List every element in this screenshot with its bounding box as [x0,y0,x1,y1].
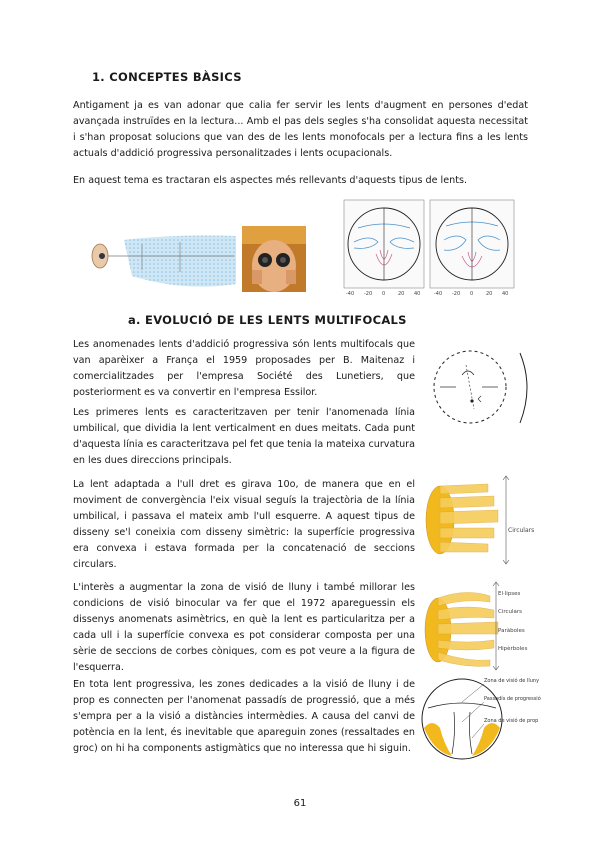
contour-tick-label: -40 [434,291,443,297]
contour-tick-label: -20 [364,291,373,297]
paragraph-2: Les primeres lents es caracteritzaven per tenir l'anomenada línia umbilical, que dividia la lent verticalment en dues meitats. Cada punt d'aquesta línia es caracteritzava pel fet que tenia la mateixa curvatura en les dues direccions principals. [73,407,415,466]
zone-label-near: Zona de visió de prop [484,718,539,724]
conic-label-parabolas: Paràboles [498,628,525,634]
section-title: 1. CONCEPTES BÀSICS [92,70,242,84]
contour-tick-label: 20 [398,291,405,297]
eye-magnifier-illustration [84,226,239,292]
contour-tick-label: 0 [382,291,386,297]
umbilical-line-lens-diagram [422,345,530,429]
binoculars-photo [242,226,306,292]
paragraph-3: La lent adaptada a l'ull dret es girava 10o, de manera que en el moviment de convergència l'eix visual seguís la trajectòria de la línia umbilical, i passava el mateix amb l'ull esquerre. A aquest tipus de disseny se'l coneixia com disseny simètric: la superfície progressiva era convexa i estava formada per la concatenació de seccions circulars. [73,479,415,570]
circular-label: Circulars [508,527,535,534]
circular-sections-diagram [410,470,535,570]
subsection-title: a. EVOLUCIÓ DE LES LENTS MULTIFOCALS [128,313,407,327]
conic-label-ellipses: El·lipses [498,591,521,597]
conic-label-circular: Circulars [498,609,523,615]
astigmatism-contour-plots [340,198,522,298]
contour-tick-label: 0 [470,291,474,297]
page-number: 61 [293,798,307,809]
contour-tick-label: -40 [346,291,355,297]
zone-label-corridor: Passadís de progressió [484,696,541,702]
conic-label-hyperbolas: Hipèrboles [498,646,528,652]
conic-sections-diagram [410,578,530,674]
paragraph-4: L'interès a augmentar la zona de visió de lluny i també millorar les condicions de visió binocular va fer que el 1972 apareguessin els dissenys anomenats asimètrics, en què la lent es particularitza per a cada ull i la superfície convexa es pot considerar composta per una sèrie de seccions de corbes còniques, com es pot veure a la figura de l'esquerra. [73,582,415,673]
intro-paragraph-2: En aquest tema es tractaran els aspectes més rellevants d'aquests tipus de lents. [73,175,468,186]
intro-paragraph-1: Antigament ja es van adonar que calia fer servir les lents d'augment en persones d'edat avançada instruïdes en la lectura... Amb el pas dels segles s'ha consolidat aquesta necessitat i s'han proposat solucions que van des de les lents monofocals per a lectura fins a les lents actuals d'addició progressiva personalitzades i lents ocupacionals. [73,100,528,159]
contour-tick-label: 40 [502,291,509,297]
progressive-lens-zones-diagram [418,674,541,764]
paragraph-1: Les anomenades lents d'addició progressiva són lents multifocals que van aparèixer a França el 1959 proposades per B. Maitenaz i comercialitzades per l'empresa Société des Lunetiers, que posteriorment es va convertir en l'empresa Essilor. [73,339,415,398]
contour-tick-label: -20 [452,291,461,297]
paragraph-5: En tota lent progressiva, les zones dedicades a la visió de lluny i de prop es connecten per l'anomenat passadís de progressió, que a més s'empra per a la visió a distàncies intermèdies. A causa del canvi de potència en la lent, és inevitable que apareguin zones (ressaltades en groc) on hi ha components astigmàtics que no interessa que hi siguin. [73,679,415,754]
contour-tick-label: 20 [486,291,493,297]
zone-label-far: Zona de visió de lluny [484,678,540,684]
contour-tick-label: 40 [414,291,421,297]
